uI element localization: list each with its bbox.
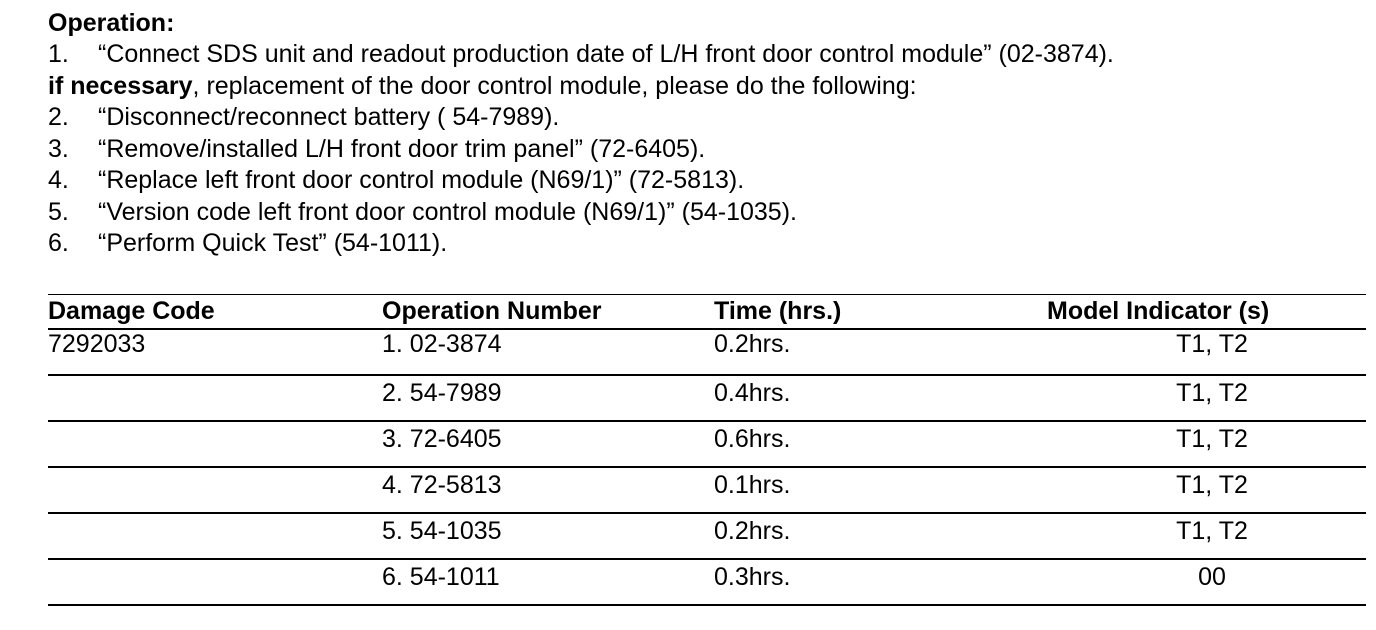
table-row — [48, 330, 1366, 376]
model-indicator-cell: T1, T2 — [1176, 330, 1248, 358]
operation-number-cell: 3. 72-6405 — [382, 425, 502, 453]
model-indicator-cell: T1, T2 — [1176, 517, 1248, 545]
table-row — [48, 468, 1366, 514]
operation-number-cell: 1. 02-3874 — [382, 330, 502, 358]
step-text: “Remove/installed L/H front door trim panel” (72-6405). — [98, 134, 706, 163]
step-2 — [48, 102, 1366, 134]
step-number: 3. — [48, 134, 69, 163]
step-text: “Replace left front door control module (N69/1)” (72-5813). — [98, 166, 745, 194]
step-text: “Disconnect/reconnect battery ( 54-7989). — [98, 103, 560, 131]
model-indicator-cell: T1, T2 — [1176, 425, 1248, 453]
step-6 — [48, 228, 1366, 260]
conditional-note — [48, 71, 1366, 103]
step-3 — [48, 134, 1366, 166]
table-row — [48, 560, 1366, 606]
step-4 — [48, 165, 1366, 197]
step-number: 6. — [48, 229, 69, 257]
time-cell: 0.3hrs. — [714, 563, 791, 591]
operation-number-cell: 2. 54-7989 — [382, 379, 502, 407]
table-header-row — [48, 294, 1366, 330]
conditional-note-text: , replacement of the door control module, please do the following: — [192, 71, 917, 100]
header-time: Time (hrs.) — [714, 297, 842, 325]
step-number: 4. — [48, 166, 69, 194]
header-operation-number: Operation Number — [382, 297, 602, 325]
operation-heading: Operation: — [48, 9, 175, 37]
table-row — [48, 376, 1366, 422]
table-row — [48, 422, 1366, 468]
time-cell: 0.6hrs. — [714, 425, 791, 453]
time-cell: 0.2hrs. — [714, 517, 791, 545]
time-cell: 0.4hrs. — [714, 379, 791, 407]
step-1 — [48, 39, 1366, 71]
step-number: 2. — [48, 103, 69, 131]
table-row — [48, 514, 1366, 560]
step-number: 1. — [48, 40, 69, 68]
header-model-indicator: Model Indicator (s) — [1047, 297, 1270, 325]
labor-table — [48, 294, 1366, 606]
damage-code-cell: 7292033 — [48, 330, 146, 358]
header-damage-code: Damage Code — [48, 297, 215, 325]
model-indicator-cell: T1, T2 — [1176, 471, 1248, 499]
operation-number-cell: 4. 72-5813 — [382, 471, 502, 499]
step-number: 5. — [48, 197, 69, 226]
time-cell: 0.1hrs. — [714, 471, 791, 499]
model-indicator-cell: T1, T2 — [1176, 379, 1248, 407]
conditional-note-bold: if necessary — [48, 71, 193, 100]
time-cell: 0.2hrs. — [714, 330, 791, 358]
model-indicator-cell: 00 — [1198, 563, 1226, 591]
step-text: “Perform Quick Test” (54-1011). — [98, 229, 448, 257]
operation-number-cell: 5. 54-1035 — [382, 517, 502, 545]
step-text: “Connect SDS unit and readout production date of L/H front door control module” (02-3874). — [98, 40, 1114, 68]
operation-section — [48, 8, 1366, 260]
step-5 — [48, 197, 1366, 229]
operation-number-cell: 6. 54-1011 — [382, 563, 500, 591]
step-text: “Version code left front door control module (N69/1)” (54-1035). — [98, 197, 797, 226]
